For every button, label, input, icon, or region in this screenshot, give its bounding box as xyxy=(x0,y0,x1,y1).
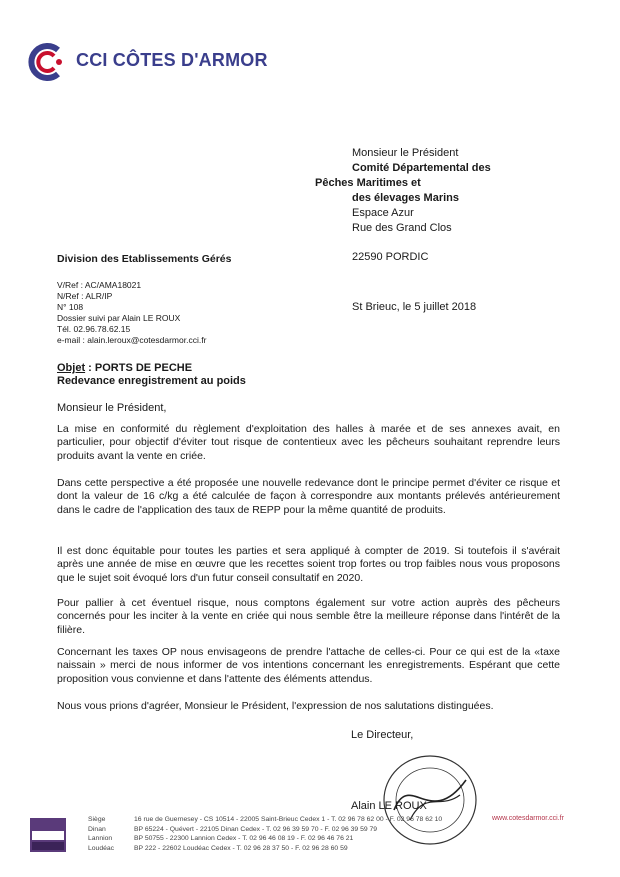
cci-logo-icon xyxy=(28,42,68,82)
footer-address: BP 222 - 22602 Loudéac Cedex - T. 02 96 28 37 50 - F. 02 96 28 60 59 xyxy=(134,844,348,852)
website-link[interactable]: www.cotesdarmor.cci.fr xyxy=(492,815,564,822)
body-paragraph: Concernant les taxes OP nous envisageons de prendre l'attache de celles-ci. Pour ce qui est de la «taxe naissain » merci de nous informer de vos intentions concernant les enregistrements. Espérant que cette proposition vous convienne et dans l'attente des éléments attendus. xyxy=(57,646,560,685)
footer-town: Dinan xyxy=(88,825,106,833)
recipient-address xyxy=(315,146,555,265)
footer-addresses xyxy=(88,815,442,853)
signatory-name: Alain LE ROUX xyxy=(351,800,427,812)
body-paragraph: Dans cette perspective a été proposée une nouvelle redevance dont le principe permet d'éviter ce risque et dont la valeur de 16 c/kg a été calculée de façon à correspondre aux montants prélevés antérieurement dans le cadre de l'application des taux de REPP pour la même quantité de produits. xyxy=(57,477,560,516)
footer-town: Lannion xyxy=(88,835,113,843)
ref-line: N/Ref : ALR/IP xyxy=(57,291,113,301)
footer-town: Loudéac xyxy=(88,844,115,852)
footer-row xyxy=(88,815,442,825)
organization-name: CCI CÔTES D'ARMOR xyxy=(76,50,268,70)
body-paragraph: La mise en conformité du règlement d'exploitation des halles à marée et de ses annexes avait, en particulier, pour objectif d'éviter tout risque de contentieux avec les pêcheurs souhaitant reprendre leurs produits avant la vente en criée. xyxy=(57,423,560,462)
recipient-line: Comité Départemental des xyxy=(352,162,491,174)
footer-address: BP 65224 - Quévert - 22105 Dinan Cedex - T. 02 96 39 59 70 - F. 02 96 39 59 79 xyxy=(134,825,378,833)
body-paragraph: Il est donc équitable pour toutes les parties et sera appliqué à compter de 2019. Si toutefois il s'avérait après une année de mise en œuvre que les recettes soient trop fortes ou trop faibles nous vous proposons que le sujet soit évoqué lors d'un futur conseil consultatif en 2020. xyxy=(57,545,560,584)
subject-subtitle: Redevance enregistrement au poids xyxy=(57,375,246,387)
afaq-iso-certification-icon xyxy=(30,818,66,852)
recipient-line: Espace Azur xyxy=(352,207,414,219)
body-paragraph: Pour pallier à cet éventuel risque, nous comptons également sur votre action auprès des pêcheurs concernés pour les inciter à la vente en criée qui nous semble être la meilleure réponse dans l'intérêt de la filière. xyxy=(57,597,560,636)
recipient-line: Pêches Maritimes et xyxy=(315,177,421,189)
subject-block xyxy=(57,362,246,388)
ref-line: Tél. 02.96.78.62.15 xyxy=(57,324,131,334)
signatory-title: Le Directeur, xyxy=(351,729,414,741)
footer-address: BP 50755 - 22300 Lannion Cedex - T. 02 96 46 08 19 - F. 02 96 46 76 21 xyxy=(134,835,354,843)
recipient-line: Rue des Grand Clos xyxy=(352,222,452,234)
salutation: Monsieur le Président, xyxy=(57,402,167,414)
footer-town: Siège xyxy=(88,816,106,823)
recipient-line: Monsieur le Président xyxy=(352,147,459,159)
subject-label: Objet xyxy=(57,362,86,374)
footer-row xyxy=(88,834,442,844)
ref-line: N° 108 xyxy=(57,302,84,312)
closing-paragraph: Nous vous prions d'agréer, Monsieur le Président, l'expression de nos salutations distinguées. xyxy=(57,700,494,712)
ref-line: V/Ref : AC/AMA18021 xyxy=(57,280,142,290)
footer-row xyxy=(88,825,442,835)
ref-line: Dossier suivi par Alain LE ROUX xyxy=(57,313,181,323)
date-line: St Brieuc, le 5 juillet 2018 xyxy=(352,301,477,313)
subject-title: : PORTS DE PECHE xyxy=(85,362,193,374)
recipient-line: des élevages Marins xyxy=(352,192,460,204)
ref-line: e-mail : alain.leroux@cotesdarmor.cci.fr xyxy=(57,335,207,345)
footer-address: 16 rue de Guernesey - CS 10514 - 22005 Saint-Brieuc Cedex 1 - T. 02 96 78 62 00 - F. 02 96 78 62 10 xyxy=(134,816,443,823)
reference-block xyxy=(57,280,206,346)
recipient-postal: 22590 PORDIC xyxy=(352,251,429,263)
division-heading: Division des Etablissements Gérés xyxy=(57,253,232,265)
footer-row xyxy=(88,844,442,854)
